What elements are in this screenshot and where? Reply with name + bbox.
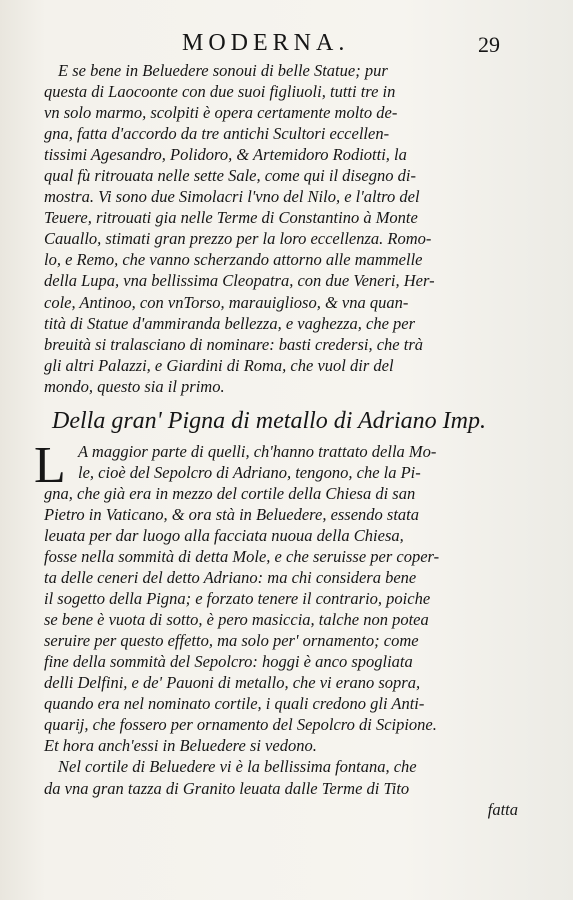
- running-head: MODERNA.: [182, 30, 350, 56]
- text-line: A maggior parte di quelli, ch'hanno trattato della Mo-: [78, 441, 437, 461]
- page-header: [0, 30, 573, 60]
- text-line: tissimi Agesandro, Polidoro, & Artemidoro Rodiotti, la: [44, 145, 407, 165]
- text-line: Et hora anch'essi in Beluedere si vedono.: [44, 736, 317, 756]
- text-line: le, cioè del Sepolcro di Adriano, tengono, che la Pi-: [78, 462, 421, 482]
- text-line: Nel cortile di Beluedere vi è la bellissima fontana, che: [58, 757, 417, 777]
- text-line: E se bene in Beluedere sonoui di belle Statue; pur: [58, 61, 388, 80]
- text-line: vn solo marmo, scolpiti è opera certamente molto de-: [44, 103, 398, 123]
- text-line: questa di Laocoonte con due suoi figliuoli, tutti tre in: [44, 82, 396, 102]
- text-line: gli altri Palazzi, e Giardini di Roma, che vuol dir del: [44, 355, 394, 375]
- page-number: 29: [478, 32, 500, 57]
- text-line: lo, e Remo, che vanno scherzando attorno alle mammelle: [44, 250, 423, 270]
- text-line: il sogetto della Pigna; e forzato tenere il contrario, poiche: [44, 589, 431, 609]
- text-line: delli Delfini, e de' Pauoni di metallo, che vi erano sopra,: [44, 673, 421, 693]
- text-line: quarij, che fossero per ornamento del Sepolcro di Scipione.: [44, 715, 437, 735]
- paragraph-fontana: [44, 756, 522, 798]
- section-heading: Della gran' Pigna di metallo di Adriano Imp.: [52, 407, 487, 434]
- text-line: Cauallo, stimati gran prezzo per la loro eccellenza. Romo-: [44, 229, 432, 249]
- drop-cap: L: [34, 436, 66, 494]
- page-body: [34, 60, 522, 820]
- text-line: gna, che già era in mezzo del cortile della Chiesa di san: [44, 483, 416, 503]
- text-line: breuità si tralasciano di nominare: basti credersi, che trà: [44, 334, 424, 354]
- text-line: fine della sommità del Sepolcro: hoggi è anco spogliata: [44, 652, 413, 672]
- text-line: qual fù ritrouata nelle sette Sale, come qui il disegno di-: [44, 166, 416, 186]
- text-line: mondo, questo sia il primo.: [44, 376, 225, 396]
- paragraph-pigna: [34, 436, 522, 757]
- text-line: Teuere, ritrouati gia nelle Terme di Constantino à Monte: [44, 208, 418, 228]
- text-line: ta delle ceneri del detto Adriano: ma chi considera bene: [44, 568, 417, 588]
- catchword: fatta: [487, 799, 518, 819]
- text-line: Pietro in Vaticano, & ora stà in Beluedere, essendo stata: [44, 504, 420, 524]
- paragraph-laocoonte: [44, 60, 522, 397]
- text-line: tità di Statue d'ammiranda bellezza, e vaghezza, che per: [44, 313, 416, 333]
- text-line: cole, Antinoo, con vnTorso, marauiglioso, & vna quan-: [44, 292, 409, 312]
- text-line: della Lupa, vna bellissima Cleopatra, con due Veneri, Her-: [44, 271, 435, 291]
- text-line: gna, fatta d'accordo da tre antichi Scultori eccellen-: [44, 124, 390, 144]
- text-line: da vna gran tazza di Granito leuata dalle Terme di Tito: [44, 778, 410, 798]
- text-line: seruire per questo effetto, ma solo per' ornamento; come: [44, 631, 419, 651]
- text-line: quando era nel nominato cortile, i quali credono gli Anti-: [44, 694, 425, 714]
- text-line: se bene è vuota di sotto, è pero masiccia, talche non potea: [44, 610, 429, 630]
- text-line: leuata per dar luogo alla facciata nuoua della Chiesa,: [44, 525, 404, 545]
- text-line: fosse nella sommità di detta Mole, e che seruisse per coper-: [44, 546, 440, 566]
- text-line: mostra. Vi sono due Simolacri l'vno del Nilo, e l'altro del: [44, 187, 420, 207]
